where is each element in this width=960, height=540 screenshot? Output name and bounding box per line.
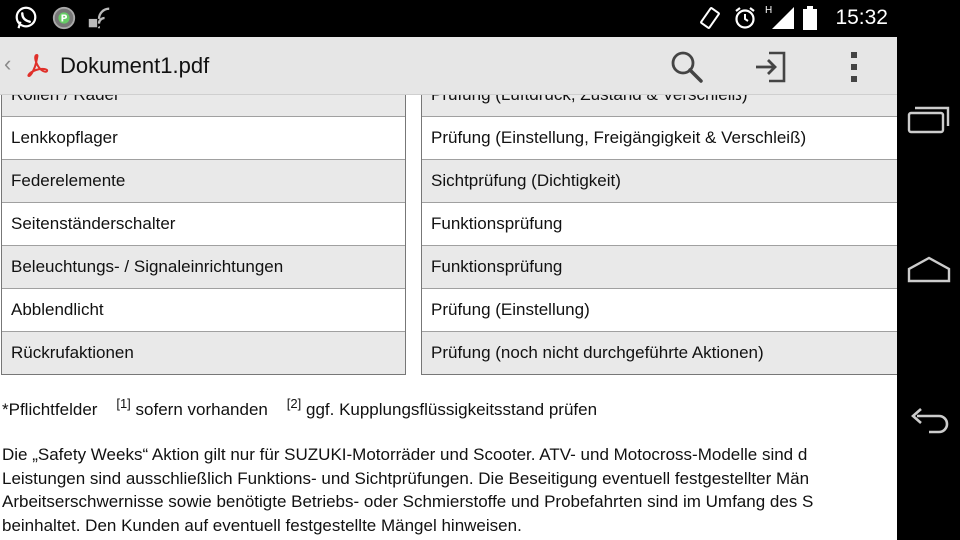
component-cell: Abblendlicht [11,300,104,319]
table-row [2,202,405,245]
open-in-button[interactable] [750,47,790,87]
document-title: Dokument1.pdf [60,53,210,78]
paragraph-line: Arbeitserschwernisse sowie benötigte Betriebs- oder Schmierstoffe und Probefahrten sind im Umfang des S [2,492,814,511]
table-row [422,245,897,288]
footnote-note-1: sofern vorhanden [135,400,268,419]
parking-app-icon [50,5,78,31]
svg-text:P: P [60,13,68,25]
table-row [422,159,897,202]
table-row [2,288,405,331]
back-arrow-icon [907,404,951,434]
table-row [2,116,405,159]
home-button[interactable] [905,249,953,289]
check-cell: Funktionsprüfung [431,214,563,233]
back-button[interactable] [905,399,953,439]
component-cell: Federelemente [11,171,126,190]
home-icon [907,254,951,284]
table-left-column [1,73,406,375]
paragraph-line: Die „Safety Weeks“ Aktion gilt nur für SUZUKI-Motorräder und Scooter. ATV- und Motocross-Modelle sind d [2,445,808,464]
more-vertical-icon [844,49,864,85]
footnote-required: *Pflichtfelder [2,400,98,419]
table-row [422,331,897,374]
footnote-note-2: ggf. Kupplungsflüssigkeitsstand prüfen [305,400,598,419]
status-bar [0,0,960,37]
component-cell: Lenkkopflager [11,128,118,147]
network-type-label: H [765,5,773,16]
status-time: 15:32 [835,6,888,29]
action-bar [0,37,897,95]
sign-in-icon [752,49,788,85]
alarm-icon [732,5,758,31]
check-cell: Prüfung (Einstellung) [431,300,590,319]
overflow-menu-button[interactable] [834,47,874,87]
back-chevron-icon[interactable]: ‹ [4,51,12,76]
pdf-viewer [0,37,897,540]
footnote-mark-2: [2] [286,396,302,411]
recent-apps-icon [907,104,951,134]
search-button[interactable] [666,47,706,87]
check-cell: Funktionsprüfung [431,257,563,276]
component-cell: Beleuchtungs- / Signaleinrichtungen [11,257,284,276]
recent-apps-button[interactable] [905,99,953,139]
check-cell: Prüfung (noch nicht durchgeführte Aktionen) [431,343,764,362]
table-row [422,202,897,245]
table-row [2,331,405,374]
whatsapp-icon [12,5,40,31]
navigation-bar [897,37,960,540]
check-cell: Prüfung (Einstellung, Freigängigkeit & Verschleiß) [431,128,807,147]
cast-wifi-icon [85,5,113,31]
signal-icon [770,5,796,31]
document-view[interactable] [0,37,897,540]
component-cell: Seitenständerschalter [11,214,176,233]
pdf-file-icon[interactable] [24,52,50,78]
footnote-mark-1: [1] [116,396,131,411]
footnote [2,396,598,420]
paragraph-line: Leistungen sind ausschließlich Funktions- und Sichtprüfungen. Die Beseitigung eventuell festgestellter Män [2,468,810,488]
info-paragraph [2,443,897,537]
table-row [422,116,897,159]
battery-icon [802,5,818,31]
table-right-column [421,73,897,375]
component-cell: Rückrufaktionen [11,343,134,362]
vibrate-icon [697,5,723,31]
table-row [422,288,897,331]
table-row [2,159,405,202]
check-cell: Sichtprüfung (Dichtigkeit) [431,171,621,190]
search-icon [668,49,704,85]
paragraph-line: beinhaltet. Den Kunden auf eventuell festgestellte Mängel hinweisen. [2,515,522,535]
table-row [2,245,405,288]
